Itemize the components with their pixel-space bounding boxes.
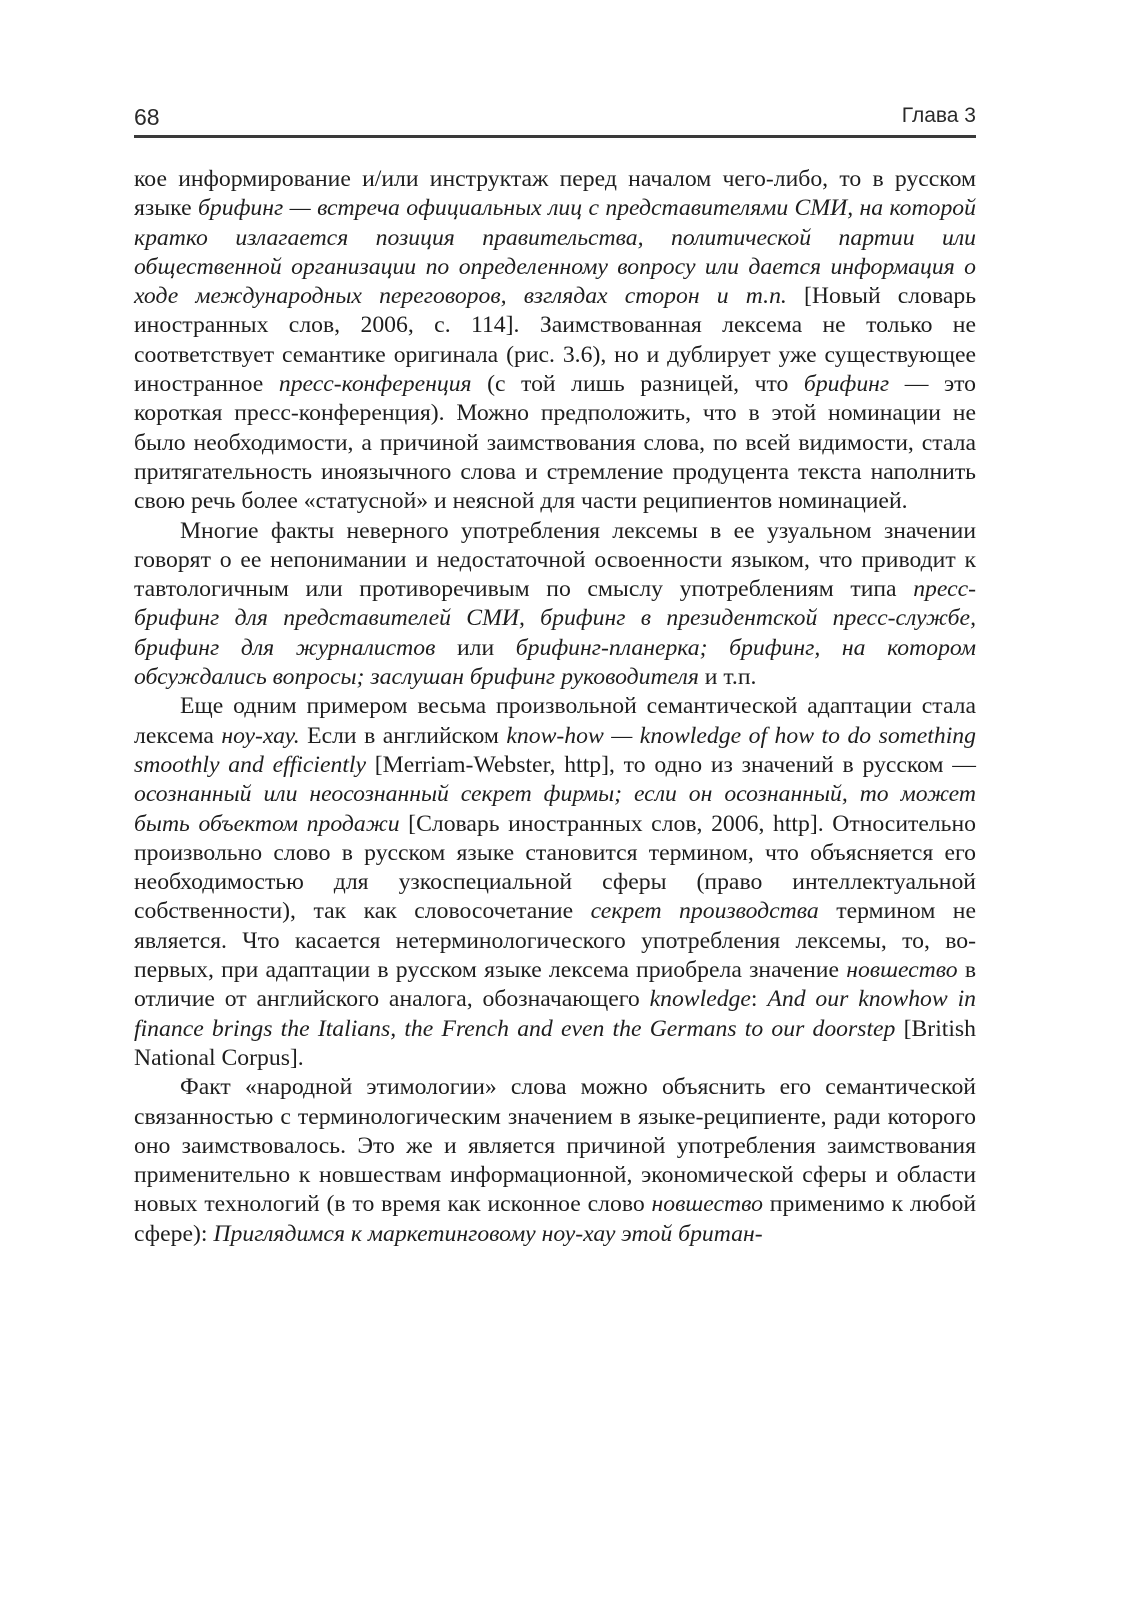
text-run: — это короткая пресс-конференция). Можно предположить, что в этой номинации не было необходимости, а причиной заимствования слова, по всей видимости, стала притягательность иноязычного слова и стремление продуцента текста наполнить свою речь более «статусной» и неясной для части реципиентов номинацией. (134, 371, 976, 515)
paragraph (134, 165, 976, 517)
text-run: применимо к любой сфере): (134, 1191, 976, 1247)
text-run: в отличие от английского аналога, обозначающего (134, 957, 977, 1013)
italic-run: осознанный или неосознанный секрет фирмы; если он осознанный, то может быть объектом продажи (134, 781, 976, 837)
text-run: : (750, 986, 768, 1013)
chapter-title: Глава 3 (901, 104, 976, 127)
italic-run: Приглядимся к маркетинговому ноу-хау этой британ- (213, 1220, 763, 1247)
body-text (134, 165, 976, 1249)
text-run: Еще одним примером весьма произвольной семантической адаптации стала лексема (134, 693, 976, 749)
italic-run: новшество (846, 957, 958, 984)
text-run: Если в английском (299, 722, 507, 749)
text-run: [British National Corpus]. (134, 1015, 976, 1071)
text-run: (с той лишь разницей, что (471, 371, 804, 398)
header-rule (134, 135, 976, 138)
paragraph (134, 692, 976, 1073)
text-run: Многие факты неверного употребления лексемы в ее узуальном значении говорят о ее непонимании и недостаточной освоенности языком, что приводит к тавтологичным или противоречивым по смыслу употреблениям типа (134, 517, 976, 603)
italic-run: секрет производства (590, 898, 819, 925)
italic-run: know-how — knowledge of how to do something smoothly and efficiently (134, 722, 976, 778)
italic-run: пресс-брифинг для представителей СМИ, брифинг в президентской пресс-службе, брифинг для журналистов (134, 576, 976, 661)
italic-run: новшество (651, 1191, 763, 1218)
text-run: [Словарь иностранных слов, 2006, http]. Относительно произвольно слово в русском языке становится термином, что объясняется его необходимостью для узкоспециальной сферы (право интеллектуальной собственности), так как словосочетание (134, 810, 977, 925)
text-run: и т.п. (698, 664, 757, 691)
text-run: Факт «народной этимологии» слова можно объяснить его семантической связанностью с терминологическим значением в языке-реципиенте, ради которого оно заимствовалось. Это же и является причиной употребления заимствования применительно к новшествам информационной, экономической сферы и области новых технологий (в то время как исконное слово (134, 1074, 976, 1218)
paragraph (134, 517, 976, 693)
running-header (134, 104, 976, 134)
italic-run: knowledge (649, 986, 751, 1013)
italic-run: брифинг (803, 371, 890, 398)
text-run: или (435, 634, 516, 661)
text-run: [Merriam-Webster, http], то одно из значений в русском — (366, 751, 976, 778)
italic-run: And our knowhow in finance brings the Italians, the French and even the Germans to our doorstep (134, 986, 976, 1042)
paragraph (134, 1073, 976, 1249)
italic-run: брифинг-планерка; брифинг, на котором обсуждались вопросы; заслушан брифинг руководителя (134, 634, 976, 691)
text-run: кое информирование и/или инструктаж перед началом чего-либо, то в русском языке (134, 166, 976, 222)
text-run: термином не является. Что касается нетерминологического употребления лексемы, то, во-первых, при адаптации в русском языке лексема приобрела значение (134, 898, 976, 984)
page-number: 68 (134, 104, 160, 130)
italic-run: пресс-конференция (278, 371, 472, 398)
italic-run: брифинг — встреча официальных лиц с представителями СМИ, на которой кратко излагается позиция правительства, политической партии или общественной организации по определенному вопросу или дается информация о ходе международных переговоров, взглядах сторон и т.п. (134, 195, 976, 310)
italic-run: ноу-хау. (221, 722, 300, 749)
text-run: [Новый словарь иностранных слов, 2006, с. 114]. Заимствованная лексема не только не соответствует семантике оригинала (рис. 3.6), но и дублирует уже существующее иностранное (134, 283, 976, 398)
